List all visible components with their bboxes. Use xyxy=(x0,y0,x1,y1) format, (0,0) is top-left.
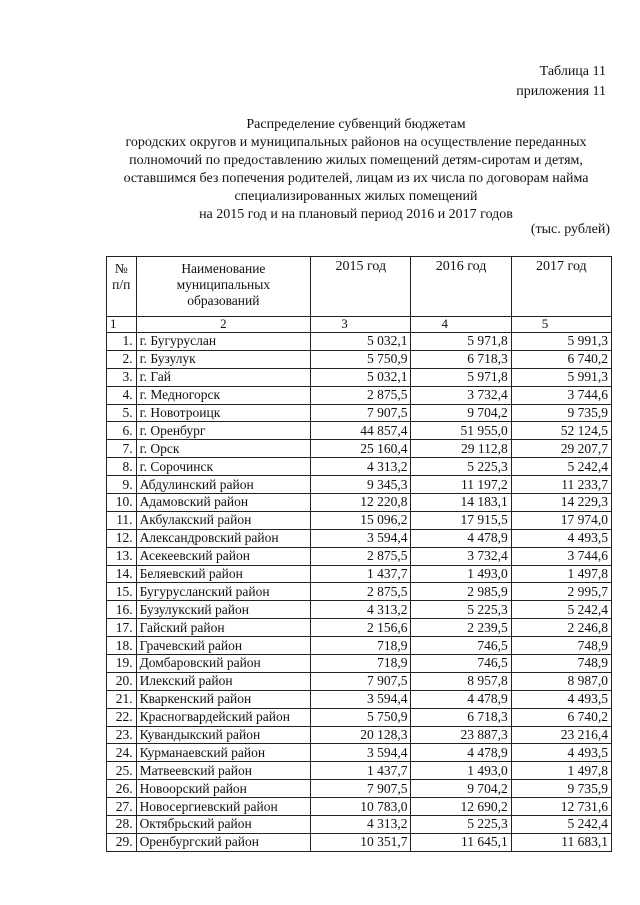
table-row xyxy=(107,511,612,529)
value-2016: 14 183,1 xyxy=(411,494,511,512)
value-2016: 23 887,3 xyxy=(411,726,511,744)
municipality-name: Акбулакский район xyxy=(136,511,311,529)
row-number: 16. xyxy=(107,601,137,619)
value-2016: 4 478,9 xyxy=(411,529,511,547)
value-2016: 746,5 xyxy=(411,637,511,655)
table-row xyxy=(107,762,612,780)
header-2016: 2016 год xyxy=(411,257,511,317)
municipality-name: Октябрьский район xyxy=(136,816,311,834)
municipality-name: Бугурусланский район xyxy=(136,583,311,601)
row-number: 25. xyxy=(107,762,137,780)
row-number: 11. xyxy=(107,511,137,529)
value-2017: 29 207,7 xyxy=(511,440,611,458)
value-2016: 29 112,8 xyxy=(411,440,511,458)
value-2015: 9 345,3 xyxy=(311,476,411,494)
row-number: 23. xyxy=(107,726,137,744)
municipality-name: Гайский район xyxy=(136,619,311,637)
value-2015: 3 594,4 xyxy=(311,529,411,547)
title-line: городских округов и муниципальных районов на осуществление переданных xyxy=(125,135,587,150)
value-2017: 748,9 xyxy=(511,637,611,655)
row-number: 24. xyxy=(107,744,137,762)
table-row xyxy=(107,350,612,368)
value-2016: 11 645,1 xyxy=(411,833,511,851)
value-2016: 9 704,2 xyxy=(411,780,511,798)
value-2015: 2 156,6 xyxy=(311,619,411,637)
title-line: полномочий по предоставлению жилых помещений детям-сиротам и детям, xyxy=(129,153,583,168)
row-number: 14. xyxy=(107,565,137,583)
value-2017: 1 497,8 xyxy=(511,762,611,780)
value-2015: 4 313,2 xyxy=(311,458,411,476)
value-2015: 2 875,5 xyxy=(311,386,411,404)
row-number: 28. xyxy=(107,816,137,834)
document-reference xyxy=(516,62,606,102)
value-2016: 2 985,9 xyxy=(411,583,511,601)
value-2016: 5 225,3 xyxy=(411,458,511,476)
municipality-name: Бузулукский район xyxy=(136,601,311,619)
row-number: 27. xyxy=(107,798,137,816)
municipality-name: г. Гай xyxy=(136,368,311,386)
table-row xyxy=(107,476,612,494)
value-2017: 2 246,8 xyxy=(511,619,611,637)
value-2016: 4 478,9 xyxy=(411,690,511,708)
table-row xyxy=(107,458,612,476)
value-2015: 10 783,0 xyxy=(311,798,411,816)
header-number: № п/п xyxy=(107,257,137,317)
value-2015: 15 096,2 xyxy=(311,511,411,529)
value-2016: 1 493,0 xyxy=(411,565,511,583)
value-2016: 12 690,2 xyxy=(411,798,511,816)
table-row xyxy=(107,547,612,565)
table-row xyxy=(107,333,612,351)
value-2015: 3 594,4 xyxy=(311,744,411,762)
row-number: 20. xyxy=(107,672,137,690)
row-number: 9. xyxy=(107,476,137,494)
municipality-name: Кваркенский район xyxy=(136,690,311,708)
value-2017: 9 735,9 xyxy=(511,404,611,422)
row-number: 21. xyxy=(107,690,137,708)
table-row xyxy=(107,798,612,816)
value-2016: 9 704,2 xyxy=(411,404,511,422)
municipality-name: Кувандыкский район xyxy=(136,726,311,744)
value-2017: 5 991,3 xyxy=(511,368,611,386)
value-2017: 4 493,5 xyxy=(511,744,611,762)
table-row xyxy=(107,404,612,422)
table-row xyxy=(107,422,612,440)
value-2017: 3 744,6 xyxy=(511,547,611,565)
table-row xyxy=(107,494,612,512)
municipality-name: г. Оренбург xyxy=(136,422,311,440)
value-2016: 5 225,3 xyxy=(411,601,511,619)
value-2015: 25 160,4 xyxy=(311,440,411,458)
row-number: 2. xyxy=(107,350,137,368)
value-2016: 51 955,0 xyxy=(411,422,511,440)
column-number: 3 xyxy=(311,317,411,333)
municipality-name: Адамовский район xyxy=(136,494,311,512)
value-2016: 746,5 xyxy=(411,655,511,673)
municipality-name: Александровский район xyxy=(136,529,311,547)
value-2015: 44 857,4 xyxy=(311,422,411,440)
value-2017: 11 233,7 xyxy=(511,476,611,494)
table-row xyxy=(107,565,612,583)
municipality-name: Асекеевский район xyxy=(136,547,311,565)
municipality-name: Курманаевский район xyxy=(136,744,311,762)
table-row xyxy=(107,690,612,708)
value-2015: 7 907,5 xyxy=(311,780,411,798)
value-2015: 7 907,5 xyxy=(311,672,411,690)
municipality-name: Абдулинский район xyxy=(136,476,311,494)
row-number: 1. xyxy=(107,333,137,351)
value-2016: 3 732,4 xyxy=(411,547,511,565)
value-2017: 6 740,2 xyxy=(511,708,611,726)
column-number: 4 xyxy=(411,317,511,333)
column-number: 5 xyxy=(511,317,611,333)
value-2017: 11 683,1 xyxy=(511,833,611,851)
value-2015: 5 750,9 xyxy=(311,708,411,726)
value-2017: 748,9 xyxy=(511,655,611,673)
header-municipality: Наименование муниципальных образований xyxy=(136,257,311,317)
table-body xyxy=(107,333,612,852)
municipality-name: Оренбургский район xyxy=(136,833,311,851)
table-row xyxy=(107,780,612,798)
title-line: на 2015 год и на плановый период 2016 и 2017 годов xyxy=(199,207,513,222)
municipality-name: г. Новотроицк xyxy=(136,404,311,422)
value-2017: 4 493,5 xyxy=(511,690,611,708)
row-number: 26. xyxy=(107,780,137,798)
municipality-name: Новосергиевский район xyxy=(136,798,311,816)
municipality-name: Илекский район xyxy=(136,672,311,690)
row-number: 15. xyxy=(107,583,137,601)
value-2015: 5 750,9 xyxy=(311,350,411,368)
value-2015: 718,9 xyxy=(311,655,411,673)
value-2015: 7 907,5 xyxy=(311,404,411,422)
row-number: 29. xyxy=(107,833,137,851)
value-2015: 4 313,2 xyxy=(311,601,411,619)
value-2016: 3 732,4 xyxy=(411,386,511,404)
value-2016: 5 971,8 xyxy=(411,333,511,351)
value-2016: 1 493,0 xyxy=(411,762,511,780)
row-number: 19. xyxy=(107,655,137,673)
table-row xyxy=(107,386,612,404)
subvention-table xyxy=(106,256,612,852)
table-row xyxy=(107,816,612,834)
value-2017: 2 995,7 xyxy=(511,583,611,601)
table-row xyxy=(107,601,612,619)
table-row xyxy=(107,529,612,547)
municipality-name: Красногвардейский район xyxy=(136,708,311,726)
table-row xyxy=(107,583,612,601)
value-2016: 4 478,9 xyxy=(411,744,511,762)
value-2017: 5 242,4 xyxy=(511,816,611,834)
table-row xyxy=(107,655,612,673)
row-number: 5. xyxy=(107,404,137,422)
value-2016: 2 239,5 xyxy=(411,619,511,637)
value-2016: 8 957,8 xyxy=(411,672,511,690)
value-2017: 5 242,4 xyxy=(511,458,611,476)
row-number: 8. xyxy=(107,458,137,476)
value-2017: 5 991,3 xyxy=(511,333,611,351)
value-2015: 3 594,4 xyxy=(311,690,411,708)
row-number: 22. xyxy=(107,708,137,726)
municipality-name: г. Медногорск xyxy=(136,386,311,404)
document-title xyxy=(100,116,612,224)
value-2017: 8 987,0 xyxy=(511,672,611,690)
header-2015: 2015 год xyxy=(311,257,411,317)
municipality-name: Матвеевский район xyxy=(136,762,311,780)
unit-label: (тыс. рублей) xyxy=(530,222,610,237)
value-2017: 52 124,5 xyxy=(511,422,611,440)
row-number: 13. xyxy=(107,547,137,565)
table-row xyxy=(107,637,612,655)
table-row xyxy=(107,708,612,726)
value-2015: 20 128,3 xyxy=(311,726,411,744)
row-number: 4. xyxy=(107,386,137,404)
value-2017: 14 229,3 xyxy=(511,494,611,512)
table-row xyxy=(107,744,612,762)
municipality-name: г. Бугуруслан xyxy=(136,333,311,351)
value-2015: 2 875,5 xyxy=(311,547,411,565)
table-row xyxy=(107,440,612,458)
row-number: 17. xyxy=(107,619,137,637)
municipality-name: Грачевский район xyxy=(136,637,311,655)
value-2017: 5 242,4 xyxy=(511,601,611,619)
value-2016: 17 915,5 xyxy=(411,511,511,529)
value-2015: 5 032,1 xyxy=(311,333,411,351)
value-2016: 6 718,3 xyxy=(411,350,511,368)
municipality-name: Новоорский район xyxy=(136,780,311,798)
municipality-name: г. Орск xyxy=(136,440,311,458)
value-2017: 12 731,6 xyxy=(511,798,611,816)
value-2016: 6 718,3 xyxy=(411,708,511,726)
value-2015: 4 313,2 xyxy=(311,816,411,834)
value-2017: 23 216,4 xyxy=(511,726,611,744)
column-number-row xyxy=(107,317,612,333)
table-row xyxy=(107,726,612,744)
title-line: оставшимся без попечения родителей, лицам из их числа по договорам найма xyxy=(123,171,589,186)
row-number: 10. xyxy=(107,494,137,512)
row-number: 12. xyxy=(107,529,137,547)
column-number: 1 xyxy=(107,317,137,333)
value-2017: 1 497,8 xyxy=(511,565,611,583)
value-2015: 1 437,7 xyxy=(311,762,411,780)
value-2015: 10 351,7 xyxy=(311,833,411,851)
column-number: 2 xyxy=(136,317,311,333)
value-2016: 5 225,3 xyxy=(411,816,511,834)
table-row xyxy=(107,833,612,851)
table-row xyxy=(107,672,612,690)
header-row xyxy=(107,257,612,317)
value-2017: 17 974,0 xyxy=(511,511,611,529)
appendix-number: приложения 11 xyxy=(516,84,606,99)
value-2015: 718,9 xyxy=(311,637,411,655)
row-number: 3. xyxy=(107,368,137,386)
municipality-name: Домбаровский район xyxy=(136,655,311,673)
table-number: Таблица 11 xyxy=(539,64,606,79)
title-line: Распределение субвенций бюджетам xyxy=(246,117,466,132)
value-2015: 12 220,8 xyxy=(311,494,411,512)
value-2017: 3 744,6 xyxy=(511,386,611,404)
municipality-name: г. Сорочинск xyxy=(136,458,311,476)
row-number: 6. xyxy=(107,422,137,440)
value-2015: 5 032,1 xyxy=(311,368,411,386)
title-line: специализированных жилых помещений xyxy=(234,189,478,204)
value-2017: 6 740,2 xyxy=(511,350,611,368)
header-2017: 2017 год xyxy=(511,257,611,317)
municipality-name: Беляевский район xyxy=(136,565,311,583)
value-2017: 4 493,5 xyxy=(511,529,611,547)
municipality-name: г. Бузулук xyxy=(136,350,311,368)
value-2016: 11 197,2 xyxy=(411,476,511,494)
table-row xyxy=(107,368,612,386)
row-number: 7. xyxy=(107,440,137,458)
value-2015: 2 875,5 xyxy=(311,583,411,601)
value-2015: 1 437,7 xyxy=(311,565,411,583)
value-2017: 9 735,9 xyxy=(511,780,611,798)
value-2016: 5 971,8 xyxy=(411,368,511,386)
row-number: 18. xyxy=(107,637,137,655)
table-row xyxy=(107,619,612,637)
